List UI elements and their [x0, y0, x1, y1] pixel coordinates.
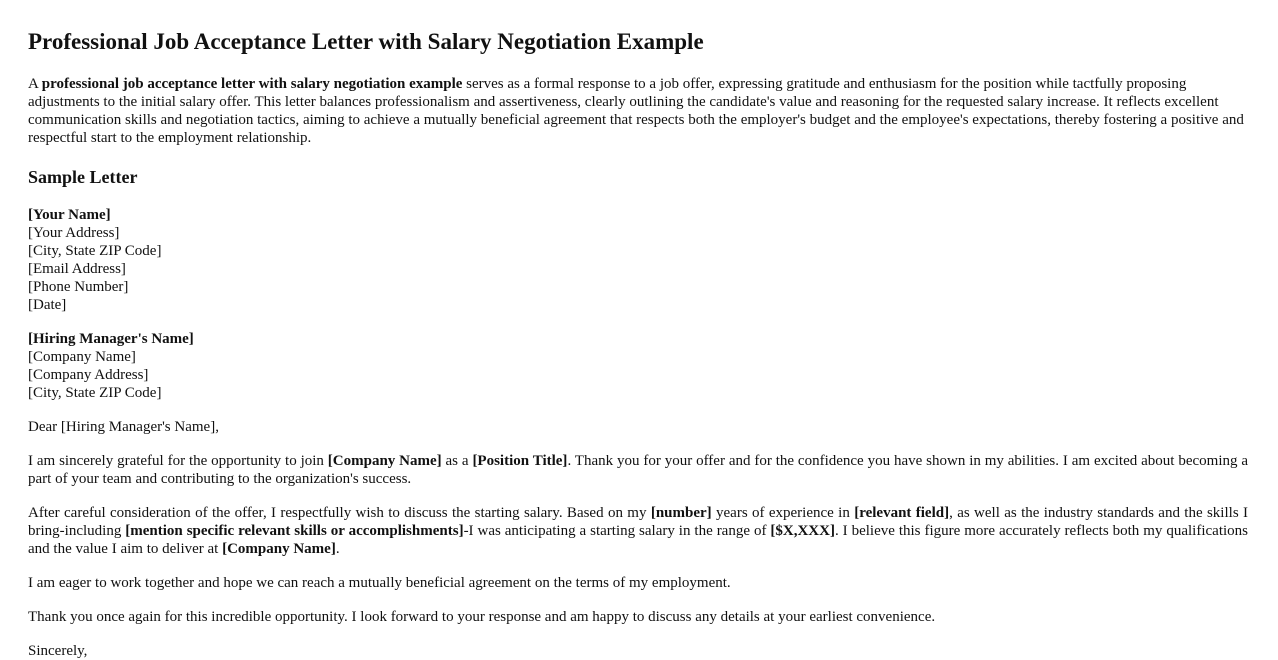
page-title: Professional Job Acceptance Letter with Salary Negotiation Example	[28, 29, 704, 54]
sender-address: [Your Address]	[28, 225, 120, 241]
sender-phone: [Phone Number]	[28, 279, 129, 295]
p2-skills-placeholder: [mention specific relevant skills or accomplishments]	[125, 523, 464, 539]
p1-text-2: as a	[441, 453, 473, 469]
p1-company-placeholder: [Company Name]	[327, 453, 442, 469]
letter-date: [Date]	[28, 297, 67, 313]
p2-text-2: years of experience in	[711, 505, 855, 521]
intro-prefix: A	[28, 76, 42, 92]
p1-text-1: I am sincerely grateful for the opportunity to join	[28, 453, 328, 469]
recipient-address: [Company Address]	[28, 367, 149, 383]
p2-number-placeholder: [number]	[650, 505, 712, 521]
intro-bold-phrase: professional job acceptance letter with salary negotiation example	[41, 76, 463, 92]
recipient-name: [Hiring Manager's Name]	[28, 331, 194, 347]
recipient-address-block	[28, 330, 194, 402]
sender-city: [City, State ZIP Code]	[28, 243, 162, 259]
p2-text-1: After careful consideration of the offer, I respectfully wish to discuss the starting salary. Based on my	[28, 505, 651, 521]
section-heading: Sample Letter	[28, 167, 138, 187]
letter-paragraph-3: I am eager to work together and hope we can reach a mutually beneficial agreement on the terms of my employment.	[28, 575, 731, 591]
p2-text-3: , as well as the industry standards and the skills I bring-including	[28, 505, 1249, 539]
recipient-city: [City, State ZIP Code]	[28, 385, 162, 401]
intro-text: serves as a formal response to a job offer, expressing gratitude and enthusiasm for the position while tactfully proposing adjustments to the initial salary offer. This letter balances professionalism and assertiveness, clearly outlining the candidate's value and reasoning for the requested salary increase. It reflects excellent communication skills and negotiation tactics, aiming to achieve a mutually beneficial agreement that respects both the employer's budget and the employee's expectations, thereby fostering a positive and respectful start to the employment relationship.	[28, 76, 1244, 146]
letter-paragraph-1	[28, 452, 1248, 488]
p2-text-6: .	[335, 541, 340, 557]
p2-text-5: . I believe this figure more accurately reflects both my qualifications and the value I aim to deliver at	[28, 523, 1248, 557]
sender-name: [Your Name]	[28, 207, 111, 223]
p2-company-placeholder: [Company Name]	[222, 541, 336, 557]
recipient-company: [Company Name]	[28, 349, 136, 365]
p2-field-placeholder: [relevant field]	[854, 505, 950, 521]
letter-paragraph-4: Thank you once again for this incredible opportunity. I look forward to your response and am happy to discuss any details at your earliest convenience.	[28, 609, 936, 625]
sender-address-block	[28, 206, 161, 314]
p2-text-4: -I was anticipating a starting salary in the range of	[463, 523, 771, 539]
salutation: Dear [Hiring Manager's Name],	[28, 419, 219, 435]
sender-email: [Email Address]	[28, 261, 126, 277]
letter-closing: Sincerely,	[28, 643, 88, 659]
p1-text-3: . Thank you for your offer and for the confidence you have shown in my abilities. I am excited about becoming a part of your team and contributing to the organization's success.	[28, 453, 1249, 487]
p2-salary-placeholder: [$X,XXX]	[770, 523, 835, 539]
intro-paragraph	[28, 75, 1248, 147]
p1-position-placeholder: [Position Title]	[472, 453, 568, 469]
letter-paragraph-2	[28, 504, 1248, 558]
